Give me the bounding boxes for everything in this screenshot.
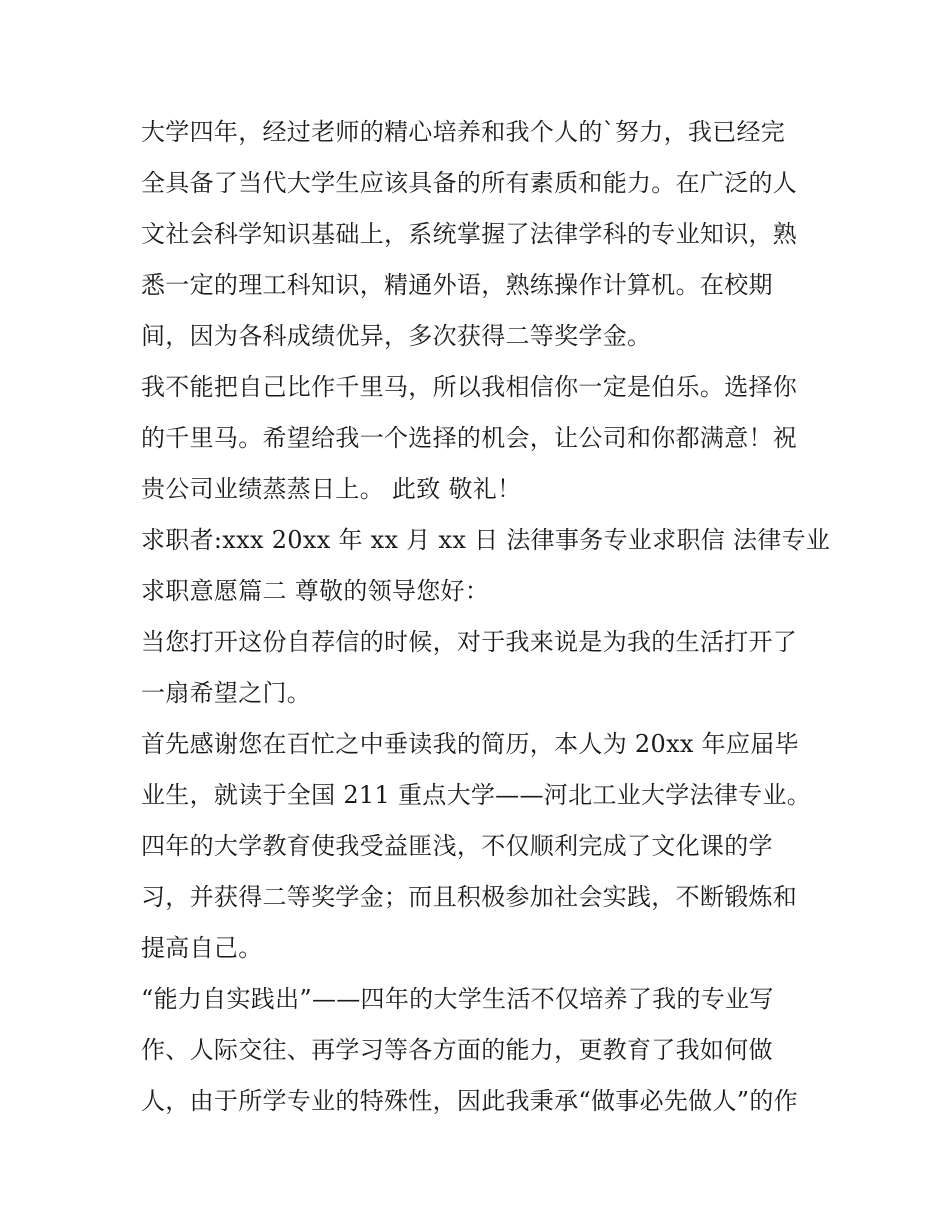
- text-line-10: 求职意愿篇二 尊敬的领导您好：: [141, 577, 490, 605]
- text-line-15: 四年的大学教育使我受益匪浅，不仅顺利完成了文化课的学: [141, 832, 773, 860]
- text-line-13: 首先感谢您在百忙之中垂读我的简历，本人为 20xx 年应届毕: [141, 730, 799, 758]
- text-line-14: 业生，就读于全国 211 重点大学——河北工业大学法律专业。: [141, 781, 812, 809]
- text-line-11: 当您打开这份自荐信的时候，对于我来说是为我的生活打开了: [141, 628, 798, 656]
- text-line-18: “能力自实践出”——四年的大学生活不仅培养了我的专业写: [141, 985, 774, 1013]
- text-line-4: 悉一定的理工科知识，精通外语，熟练操作计算机。在校期: [141, 271, 773, 299]
- text-line-5: 间，因为各科成绩优异，多次获得二等奖学金。: [141, 322, 652, 350]
- text-line-6: 我不能把自己比作千里马，所以我相信你一定是伯乐。选择你: [141, 373, 798, 401]
- text-line-7: 的千里马。希望给我一个选择的机会，让公司和你都满意！祝: [141, 424, 798, 452]
- text-line-20: 人，由于所学专业的特殊性，因此我秉承“做事必先做人”的作: [141, 1087, 798, 1115]
- text-line-8: 贵公司业绩蒸蒸日上。 此致 敬礼！: [141, 475, 522, 503]
- text-line-3: 文社会科学知识基础上，系统掌握了法律学科的专业知识，熟: [141, 220, 798, 248]
- text-line-16: 习，并获得二等奖学金；而且积极参加社会实践，不断锻炼和: [141, 883, 798, 911]
- text-line-17: 提高自己。: [141, 934, 263, 962]
- text-line-1: 大学四年，经过老师的精心培养和我个人的`努力，我已经完: [141, 118, 786, 146]
- text-line-2: 全具备了当代大学生应该具备的所有素质和能力。在广泛的人: [141, 169, 798, 197]
- body-text: [141, 107, 831, 1127]
- text-line-9: 求职者:xxx 20xx 年 xx 月 xx 日 法律事务专业求职信 法律专业: [141, 526, 831, 554]
- text-line-19: 作、人际交往、再学习等各方面的能力，更教育了我如何做: [141, 1036, 773, 1064]
- text-line-12: 一扇希望之门。: [141, 679, 312, 707]
